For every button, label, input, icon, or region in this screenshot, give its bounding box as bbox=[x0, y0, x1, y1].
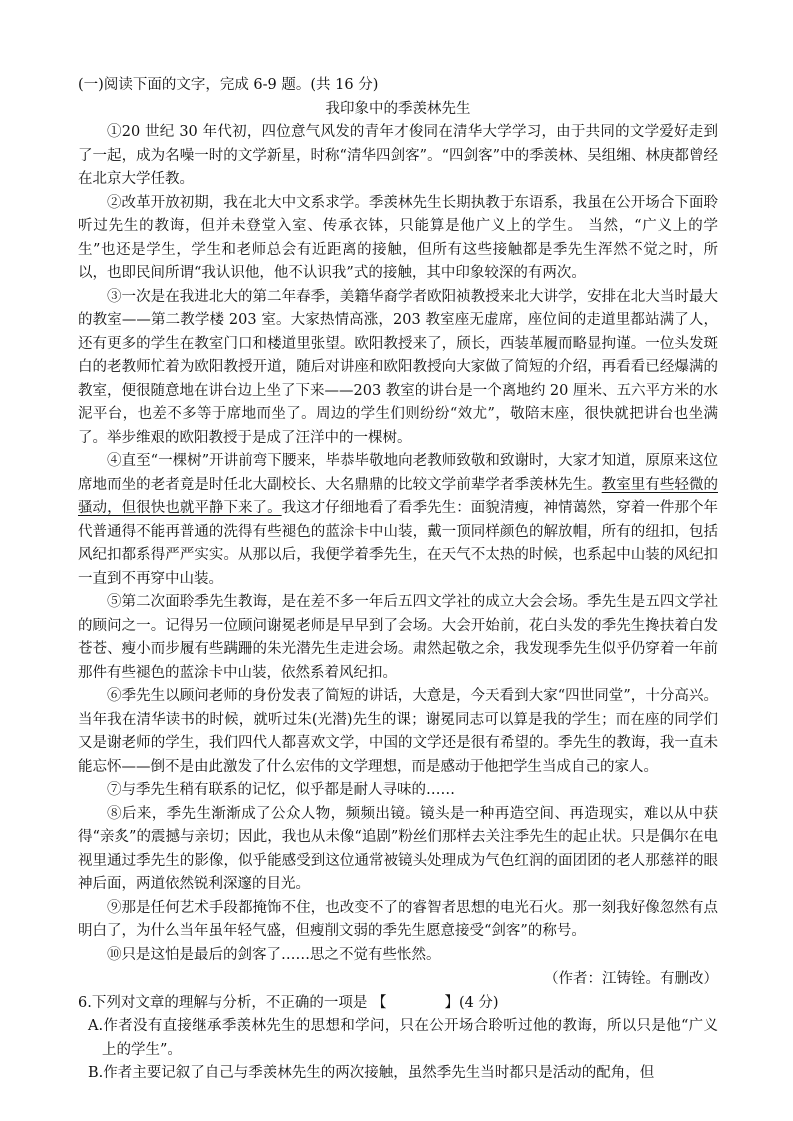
paragraph-4 bbox=[78, 450, 718, 591]
paragraph-5: ⑤第二次面聆季先生教诲，是在差不多一年后五四文学社的成立大会会场。季先生是五四文学社的顾问之一。记得另一位顾问谢冕老师是早早到了会场。大会开始前，花白头发的季先生搀扶着白发苍苍、瘦小而步履有些蹒跚的朱光潜先生走进会场。肃然起敬之余，我发现季先生似乎仍穿着一年前那件有些褪色的蓝涂卡中山装，依然系着风纪扣。 bbox=[78, 594, 718, 681]
option-a: A.作者没有直接继承季羡林先生的思想和学问，只在公开场合聆听过他的教诲，所以只是他“广义上的学生”。 bbox=[88, 1018, 718, 1058]
option-b: B.作者主要记叙了自己与季羡林先生的两次接触，虽然季先生当时都只是活动的配角，但 bbox=[88, 1065, 655, 1081]
paragraph-4-end: 我这才仔细地看了看季先生：面貌清瘦，神情蔼然，穿着一件那个年代普通得不能再普通的洗得有些褪色的蓝涂卡中山装，戴一顶同样颜色的解放帽，所有的纽扣，包括风纪扣都系得严严实实。从那以后，我便学着季先生，在天气不太热的时候，也系起中山装的风纪扣一直到不再穿中山装。 bbox=[78, 500, 719, 587]
paragraph-1: ①20 世纪 30 年代初，四位意气风发的青年才俊同在清华大学学习，由于共同的文学爱好走到了一起，成为名噪一时的文学新星，时称“清华四剑客”。“四剑客”中的季羡林、吴组缃、林庚都曾经在北京大学任教。 bbox=[78, 124, 718, 187]
paragraph-4-start: ④直至“一棵树”开讲前弯下腰来，毕恭毕敬地向老教师致敬和致谢时，大家才知道，原原来这位席地而坐的老者竟是时任北大副校长、大名鼎鼎的比较文学前辈学者季羡林先生。 bbox=[78, 453, 718, 493]
question-6: 6.下列对文章的理解与分析，不正确的一项是 【 】(4 分) bbox=[78, 994, 499, 1011]
paragraph-7: ⑦与季先生稍有联系的记忆，似乎都是耐人寻味的…… bbox=[107, 782, 455, 798]
paragraph-9: ⑨那是任何艺术手段都掩饰不住，也改变不了的睿智者思想的电光石火。那一刻我好像忽然有点明白了，为什么当年虽年轻气盛，但瘦削文弱的季先生愿意接受“剑客”的称号。 bbox=[78, 899, 718, 939]
paragraph-8: ⑧后来，季先生渐渐成了公众人物，频频出镜。镜头是一种再造空间、再造现实，难以从中获得“亲炙”的震撼与亲切；因此，我也从未像“追剧”粉丝们那样去关注季先生的起止状。只是偶尔在电视里通过季先生的影像，似乎能感受到这位通常被镜头处理成为气色红润的面团团的老人那慈祥的眼神后面，两道依然锐利深邃的目光。 bbox=[78, 805, 718, 892]
paragraph-10: ⑩只是这怕是最后的剑客了……思之不觉有些怅然。 bbox=[107, 946, 441, 963]
paragraph-2: ②改革开放初期，我在北大中文系求学。季羡林先生长期执教于东语系，我虽在公开场合下面聆听过先生的教诲，但并未登堂入室、传承衣钵，只能算是他广义上的学生。 当然，“广义上的学生”也还是学生，学生和老师总会有近距离的接触，但所有这些接触都是季先生浑然不觉之时，所以，也即民间所谓“我认识他，他不认识我”式的接触，其中印象较深的有两次。 bbox=[78, 194, 718, 281]
author-credit: （作者：江铸铨。有删改） bbox=[544, 971, 718, 987]
paragraph-6: ⑥季先生以顾问老师的身份发表了简短的讲话，大意是，今天看到大家“四世同堂”，十分高兴。当年我在清华读书的时候，就听过朱(光潜)先生的课；谢冕同志可以算是我的学生；而在座的同学们又是谢老师的学生，我们四代人都喜欢文学，中国的文学还是很有希望的。季先生的教诲，我一直未能忘怀——倒不是由此激发了什么宏伟的文学理想，而是感动于他把学生当成自己的家人。 bbox=[78, 688, 718, 775]
underlined-sentence: 教室里有些轻微的骚动，但很快也就平静下来了。 bbox=[78, 476, 718, 516]
document-page bbox=[78, 74, 718, 1086]
article-title: 我印象中的季羡林先生 bbox=[325, 100, 471, 117]
paragraph-3: ③一次是在我进北大的第二年春季，美籍华裔学者欧阳祯教授来北大讲学，安排在北大当时最大的教室——第二教学楼 203 室。大家热情高涨，203 教室座无虚席，座位间的走道里都站满了人，还有更多的学生在教室门口和楼道里张望。欧阳教授来了，颀长，西装革履而略显拘谨。一位头发斑白的老教师忙着为欧阳教授开道，随后对讲座和欧阳教授向大家做了简短的介绍，再看看已经爆满的教室，便很随意地在讲台边上坐了下来——203 教室的讲台是一个离地约 20 厘米、五六平方米的水泥平台，也差不多等于席地而坐了。周边的学生们则纷纷“效尤”，敬陪末座，很快就把讲台也坐满了。举步维艰的欧阳教授于是成了汪洋中的一棵树。 bbox=[78, 288, 718, 446]
question-instruction: (一)阅读下面的文字，完成 6-9 题。(共 16 分) bbox=[78, 77, 379, 93]
